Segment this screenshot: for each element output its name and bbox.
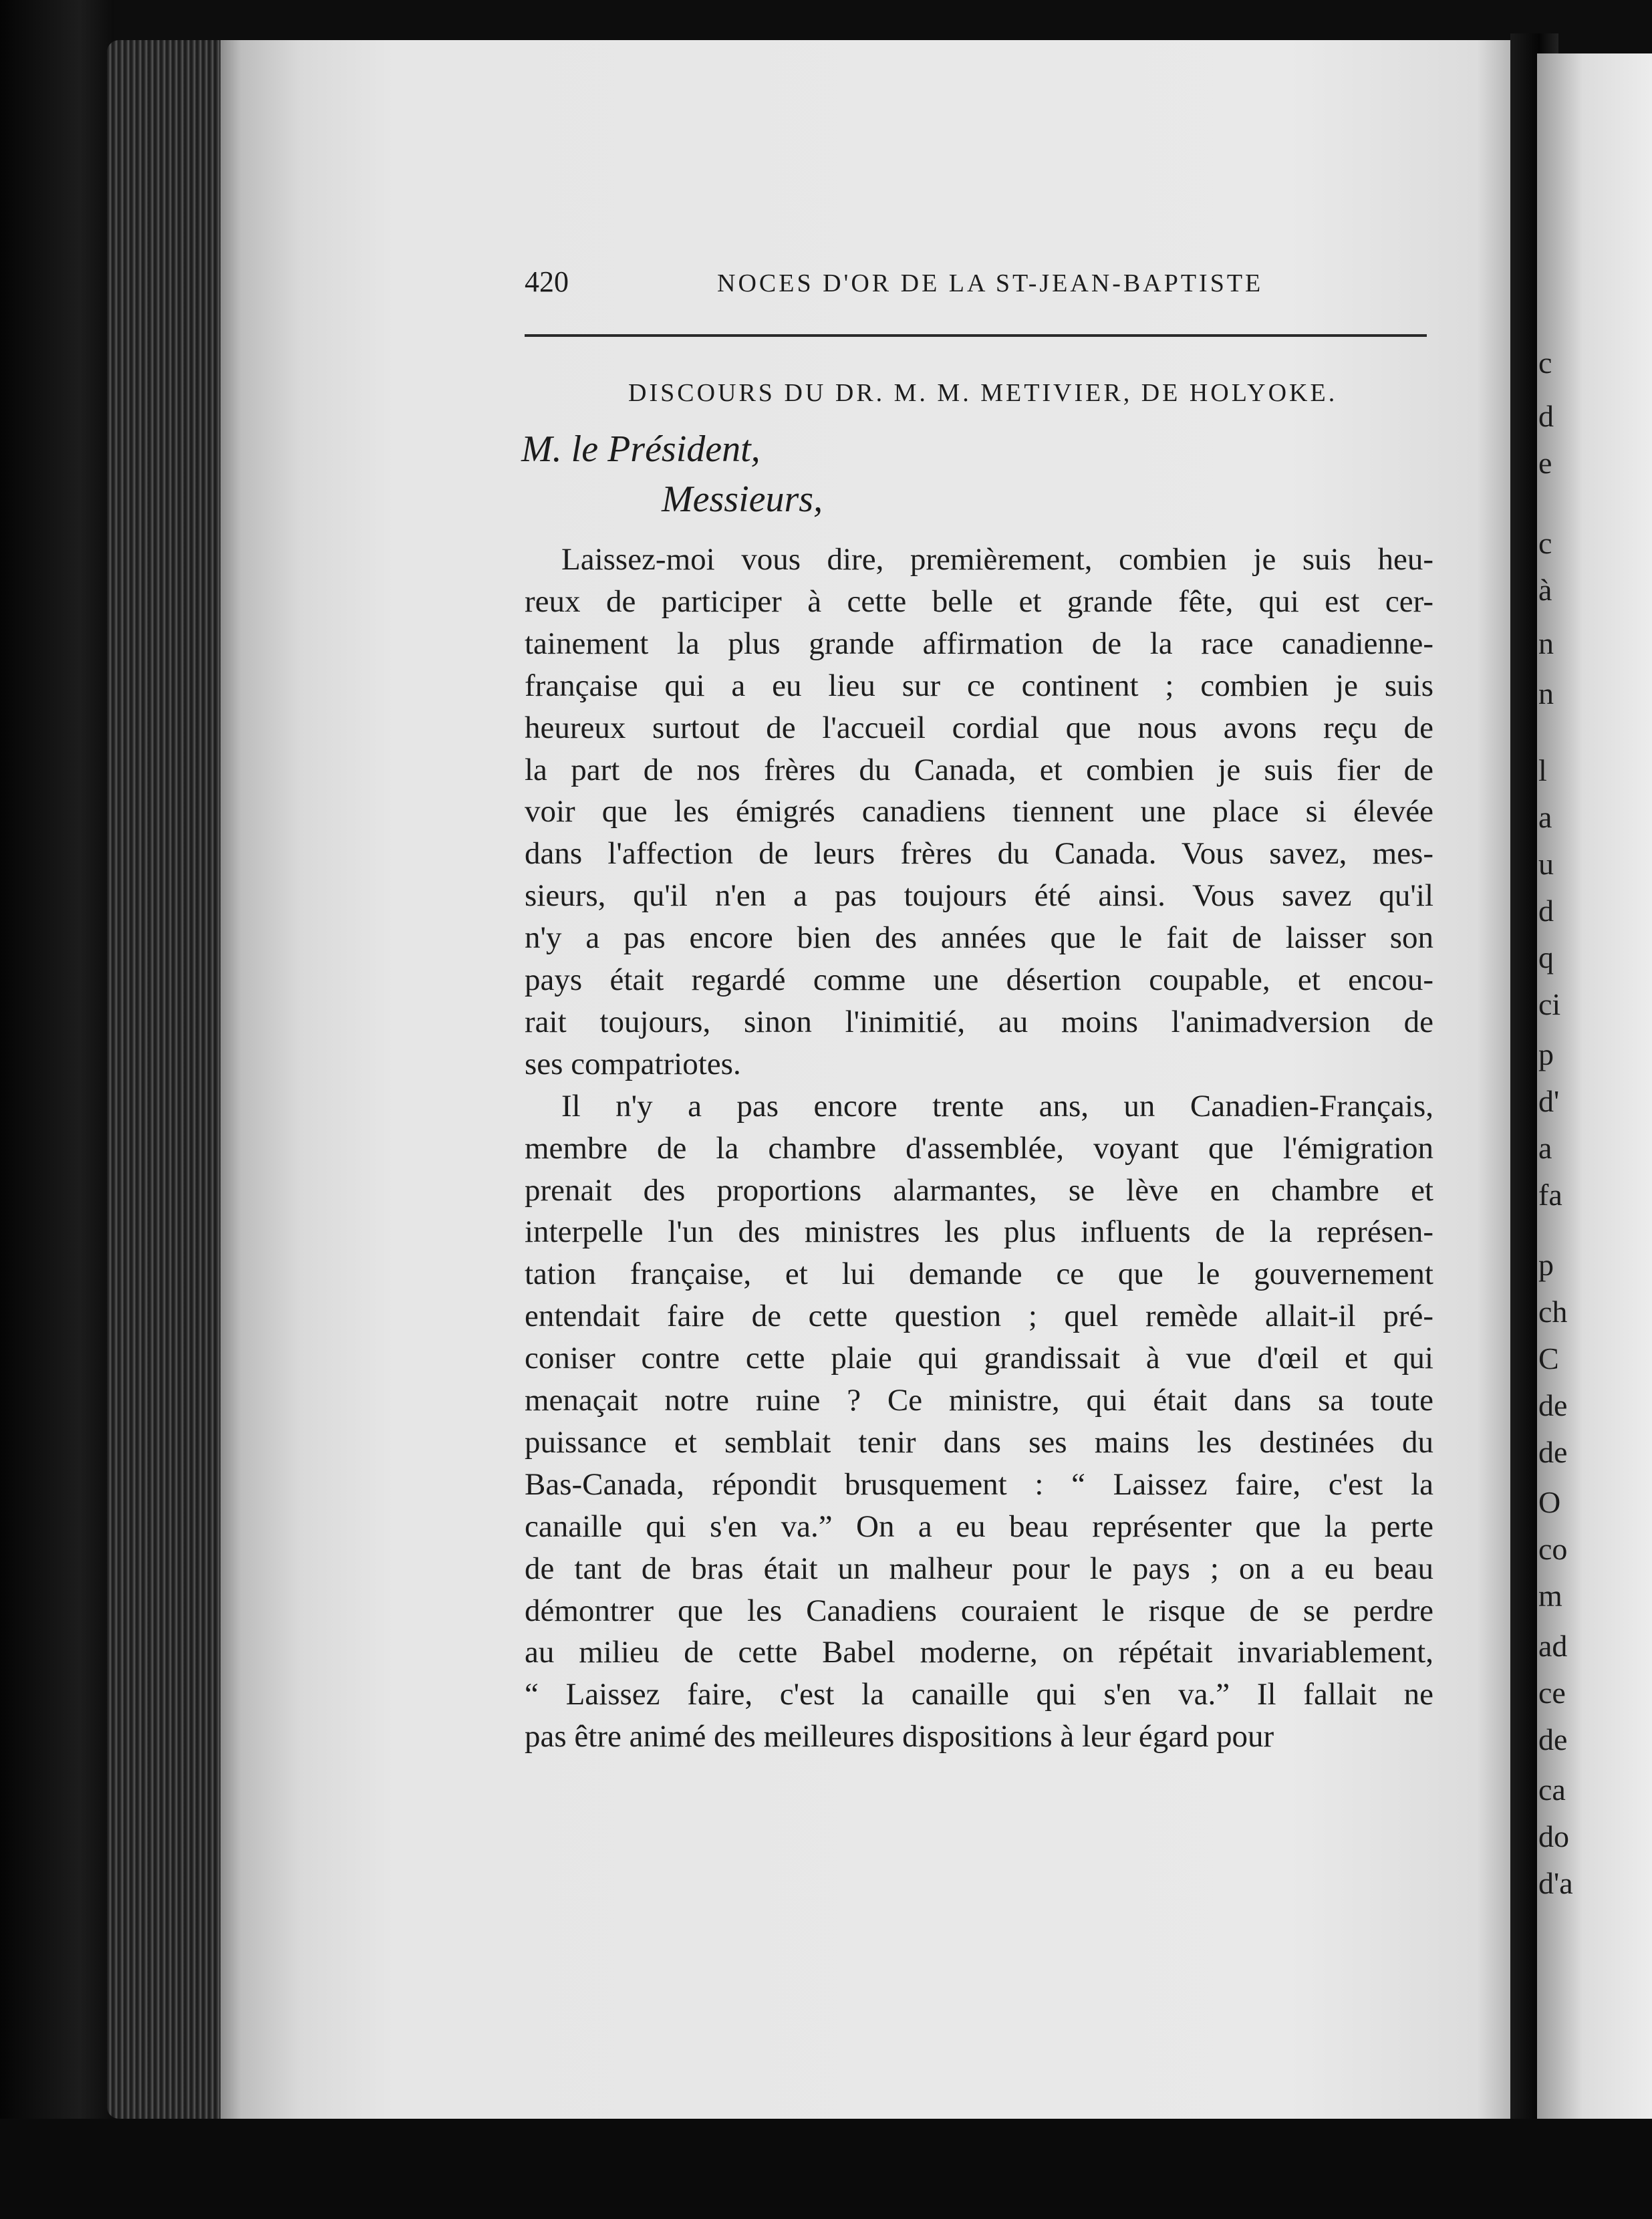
text-line: dans l'affection de leurs frères du Canada. Vous savez, mes- xyxy=(525,836,1433,872)
text-line: entendait faire de cette question ; quel remède allait-il pré- xyxy=(525,1299,1433,1334)
facing-page-fragment: u xyxy=(1538,847,1554,881)
text-line: heureux surtout de l'accueil cordial que nous avons reçu de xyxy=(525,710,1433,745)
facing-page-fragment: do xyxy=(1538,1819,1569,1853)
facing-page-fragment: de xyxy=(1538,1722,1568,1756)
facing-page-fragment: ca xyxy=(1538,1773,1566,1807)
facing-page-fragment: d xyxy=(1538,399,1554,433)
facing-page-fragment: p xyxy=(1538,1248,1554,1282)
text-line: Il n'y a pas encore trente ans, un Canadien-Français, xyxy=(561,1088,1433,1124)
facing-page-fragment: l xyxy=(1538,753,1547,787)
facing-page-fragment: à xyxy=(1538,573,1552,607)
text-line: de tant de bras était un malheur pour le pays ; on a eu beau xyxy=(525,1551,1433,1586)
text-line: puissance et semblait tenir dans ses mains les destinées du xyxy=(525,1424,1433,1460)
facing-page-fragment: n xyxy=(1538,676,1554,710)
facing-page-fragment: a xyxy=(1538,800,1552,834)
facing-page-fragment: O xyxy=(1538,1485,1561,1519)
text-line: tainement la plus grande affirmation de la race canadienne- xyxy=(525,626,1433,661)
facing-page-fragment: ad xyxy=(1538,1629,1568,1663)
facing-page-fragment: C xyxy=(1538,1341,1559,1376)
facing-page-fragment: de xyxy=(1538,1435,1568,1469)
text-line: n'y a pas encore bien des années que le fait de laisser son xyxy=(525,920,1433,956)
facing-page-fragment: e xyxy=(1538,446,1552,480)
page-number: 420 xyxy=(525,265,569,298)
text-line: la part de nos frères du Canada, et combien je suis fier de xyxy=(525,752,1433,787)
text-line: Bas-Canada, répondit brusquement : “ Laissez faire, c'est la xyxy=(525,1466,1433,1502)
text-line: interpelle l'un des ministres les plus influents de la représen- xyxy=(525,1214,1433,1250)
facing-page-fragment: q xyxy=(1538,940,1554,974)
text-line: sieurs, qu'il n'en a pas toujours été ainsi. Vous savez qu'il xyxy=(525,878,1433,914)
running-head-title: NOCES D'OR DE LA ST-JEAN-BAPTISTE xyxy=(717,269,1264,297)
facing-page-fragment: n xyxy=(1538,626,1554,660)
facing-page-edge xyxy=(1537,53,1652,2125)
text-line: Laissez-moi vous dire, premièrement, combien je suis heu- xyxy=(561,542,1433,577)
text-line: prenait des proportions alarmantes, se lève en chambre et xyxy=(525,1172,1433,1208)
facing-page-fragment: a xyxy=(1538,1131,1552,1165)
text-line: coniser contre cette plaie qui grandissait à vue d'œil et qui xyxy=(525,1341,1433,1376)
text-line: menaçait notre ruine ? Ce ministre, qui était dans sa toute xyxy=(525,1383,1433,1418)
text-line: voir que les émigrés canadiens tiennent une place si élevée xyxy=(525,794,1433,829)
text-line: pays était regardé comme une désertion coupable, et encou- xyxy=(525,962,1433,997)
text-line: reux de participer à cette belle et grande fête, qui est cer- xyxy=(525,583,1433,619)
text-line: ses compatriotes. xyxy=(525,1046,741,1081)
text-line: “ Laissez faire, c'est la canaille qui s'en va.” Il fallait ne xyxy=(525,1677,1433,1712)
header-rule xyxy=(525,334,1427,337)
closed-page-edges xyxy=(107,40,234,2119)
facing-page-fragment: ci xyxy=(1538,987,1561,1021)
facing-page-fragment: d xyxy=(1538,894,1554,928)
text-line: démontrer que les Canadiens couraient le risque de se perdre xyxy=(525,1593,1433,1628)
text-line: rait toujours, sinon l'inimitié, au moins l'animadversion de xyxy=(525,1004,1433,1039)
facing-page-fragment: c xyxy=(1538,346,1552,380)
facing-page-fragment: p xyxy=(1538,1037,1554,1071)
section-heading: DISCOURS DU DR. M. M. METIVIER, DE HOLYOKE. xyxy=(628,379,1338,407)
text-line: canaille qui s'en va.” On a eu beau représenter que la perte xyxy=(525,1509,1433,1544)
facing-page-fragment: de xyxy=(1538,1388,1568,1422)
facing-page-fragment: c xyxy=(1538,526,1552,560)
salutation-messieurs: Messieurs, xyxy=(662,479,823,520)
text-line: au milieu de cette Babel moderne, on répétait invariablement, xyxy=(525,1635,1433,1670)
salutation-president: M. le Président, xyxy=(521,428,761,470)
facing-page-fragment: d'a xyxy=(1538,1866,1573,1900)
facing-page-fragment: fa xyxy=(1538,1178,1562,1212)
text-line: pas être animé des meilleures dispositions à leur égard pour xyxy=(525,1719,1274,1754)
left-book-shadow xyxy=(0,0,114,2219)
text-line: française qui a eu lieu sur ce continent ; combien je suis xyxy=(525,668,1433,703)
scan-bottom-edge xyxy=(0,2119,1652,2219)
facing-page-fragment: ce xyxy=(1538,1676,1566,1710)
facing-page-fragment: d' xyxy=(1538,1084,1560,1118)
facing-page-fragment: m xyxy=(1538,1579,1562,1613)
facing-page-fragment: ch xyxy=(1538,1295,1568,1329)
text-line: tation française, et lui demande ce que le gouvernement xyxy=(525,1257,1433,1292)
text-line: membre de la chambre d'assemblée, voyant que l'émigration xyxy=(525,1130,1433,1166)
facing-page-fragment: co xyxy=(1538,1532,1568,1566)
